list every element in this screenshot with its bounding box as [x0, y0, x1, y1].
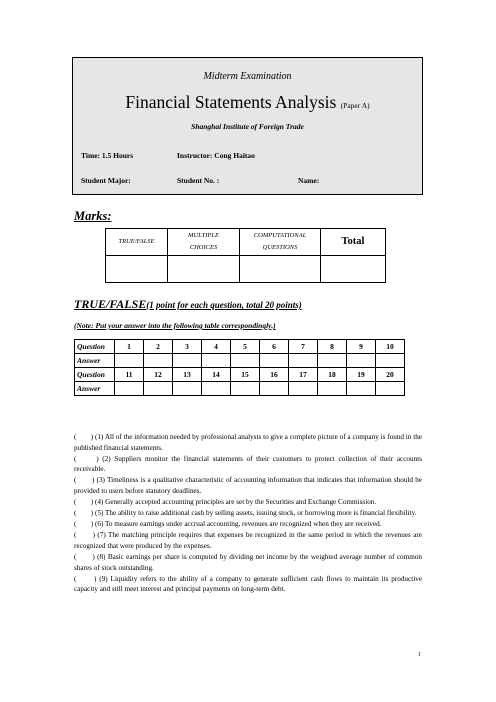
question-number: 14	[202, 368, 231, 382]
question-number: 4	[202, 340, 231, 354]
question-number: 13	[173, 368, 202, 382]
institute-name: Shanghai Institute of Foreign Trade	[191, 122, 304, 131]
exam-time: Time: 1.5 Hours	[81, 151, 134, 160]
question-number: 2	[144, 340, 173, 354]
answer-cell[interactable]	[318, 382, 347, 396]
answer-cell[interactable]	[260, 354, 289, 368]
question-row-1	[75, 340, 405, 354]
answer-cell[interactable]	[231, 354, 260, 368]
question-number: 17	[289, 368, 318, 382]
question-item: ( ) (6) To measure earnings under accrual accounting, revenues are recognized when they are received.	[74, 520, 382, 529]
marks-cell-computational[interactable]	[240, 256, 321, 283]
true-false-note: (Note: Put your answer into the following table correspondingly.)	[74, 321, 276, 330]
marks-col2-line2: CHOICES	[189, 244, 218, 251]
question-number: 12	[144, 368, 173, 382]
question-item: ( ) (4) Generally accepted accounting principles are set by the Securities and Exchange Commission.	[74, 498, 377, 507]
marks-col-total: Total	[321, 229, 386, 256]
answer-cell[interactable]	[289, 382, 318, 396]
answer-cell[interactable]	[289, 354, 318, 368]
marks-col-true-false: TRUE/FALSE	[106, 229, 168, 256]
question-number: 3	[173, 340, 202, 354]
answer-label: Answer	[75, 354, 115, 368]
answer-cell[interactable]	[115, 382, 144, 396]
paper-label: (Paper A)	[340, 101, 370, 110]
marks-cell-true-false[interactable]	[106, 256, 168, 283]
marks-col3-line1: COMPUTATIONAL	[253, 232, 307, 239]
answer-cell[interactable]	[144, 354, 173, 368]
answer-cell[interactable]	[260, 382, 289, 396]
answer-cell[interactable]	[202, 354, 231, 368]
answer-cell[interactable]	[231, 382, 260, 396]
marks-col2-line1: MULTIPLE	[188, 232, 219, 239]
answer-cell[interactable]	[115, 354, 144, 368]
answer-table	[74, 339, 405, 396]
question-label: Question	[75, 340, 115, 354]
question-item: ( ) (1) All of the information needed by professional analysts to give a complete picture of a company is found in the published financial statements.	[74, 433, 422, 452]
question-number: 20	[376, 368, 405, 382]
question-number: 15	[231, 368, 260, 382]
answer-row-1	[75, 354, 405, 368]
answer-cell[interactable]	[347, 382, 376, 396]
question-list	[74, 432, 422, 595]
course-title-line	[73, 92, 422, 113]
question-number: 18	[318, 368, 347, 382]
page-number: 1	[418, 652, 421, 658]
answer-row-2	[75, 382, 405, 396]
question-number: 6	[260, 340, 289, 354]
question-row-2	[75, 368, 405, 382]
marks-label: Marks:	[74, 209, 112, 223]
question-number: 16	[260, 368, 289, 382]
exam-type: Midterm Examination	[203, 71, 292, 82]
answer-cell[interactable]	[376, 354, 405, 368]
marks-col3-line2: QUESTIONS	[262, 244, 298, 251]
instructor: Instructor: Cong Haitao	[177, 151, 255, 160]
question-item: ( ) (9) Liquidity refers to the ability of a company to generate sufficient cash flows to maintain its productive capacity and still meet interest and principal payments on long-term debt.	[74, 574, 422, 594]
answer-cell[interactable]	[173, 382, 202, 396]
question-item: ( ) (3) Timeliness is a qualitative characteristic of accounting information that indicates that information should be provided to users before statutory deadlines.	[74, 476, 422, 495]
answer-label: Answer	[75, 382, 115, 396]
question-item: ( ) (7) The matching principle requires that expenses be recognized in the same period in which the revenues are recognized that were produced by the expenses.	[74, 531, 422, 550]
question-label: Question	[75, 368, 115, 382]
true-false-points: (1 point for each question, total 20 points)	[146, 300, 302, 310]
question-number: 9	[347, 340, 376, 354]
answer-cell[interactable]	[376, 382, 405, 396]
question-number: 1	[115, 340, 144, 354]
question-number: 19	[347, 368, 376, 382]
question-number: 8	[318, 340, 347, 354]
marks-col-computational	[240, 229, 321, 256]
question-item: ( ) (5) The ability to raise additional cash by selling assets, issuing stock, or borrowing more is financial flexibility.	[74, 509, 417, 518]
exam-header-box	[72, 57, 423, 195]
question-item: ( ) (2) Suppliers monitor the financial statements of their customers to protect collection of their accounts receivable.	[74, 454, 422, 474]
question-number: 11	[115, 368, 144, 382]
name-field[interactable]: Name:	[298, 176, 320, 185]
answer-cell[interactable]	[144, 382, 173, 396]
answer-cell[interactable]	[173, 354, 202, 368]
true-false-title: TRUE/FALSE	[74, 297, 147, 311]
question-number: 7	[289, 340, 318, 354]
marks-cell-multiple-choices[interactable]	[168, 256, 240, 283]
marks-cell-total[interactable]	[321, 256, 386, 283]
answer-cell[interactable]	[318, 354, 347, 368]
answer-cell[interactable]	[202, 382, 231, 396]
marks-col-multiple-choices	[168, 229, 240, 256]
question-number: 10	[376, 340, 405, 354]
student-major-field[interactable]: Student Major:	[81, 176, 131, 185]
answer-cell[interactable]	[347, 354, 376, 368]
marks-table	[105, 228, 386, 283]
student-no-field[interactable]: Student No. :	[177, 176, 220, 185]
true-false-heading	[74, 297, 302, 312]
question-number: 5	[231, 340, 260, 354]
question-item: ( ) (8) Basic earnings per share is computed by dividing net income by the weighted average number of common shares of stock outstanding.	[74, 553, 422, 572]
course-title: Financial Statements Analysis	[125, 92, 337, 112]
